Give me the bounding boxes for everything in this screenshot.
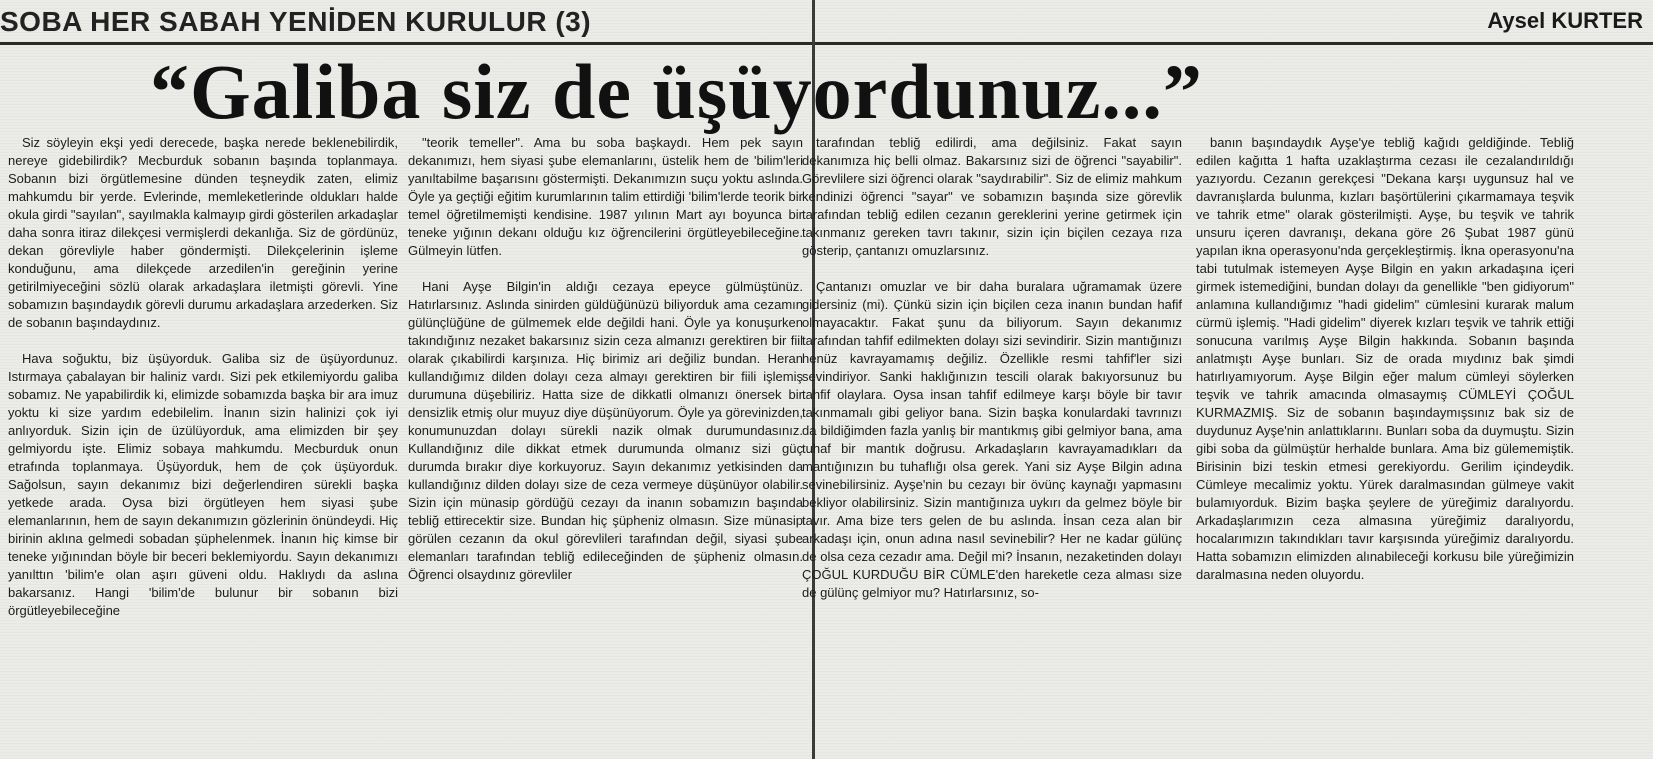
paragraph: "teorik temeller". Ama bu soba başkaydı. Hem pek sayın dekanımızı, hem siyasi şube elemanlarını, üstelik hem de 'bilim'leri yanıltabilme başarısını göstermişti. Dekanımızın suçu yoktu aslında. Öyle ya geçtiği eğitim kurumlarının talim ettirdiği 'bilim'lerde teorik bir temel öğretilmemişti kendisine. 1987 yılının Mart ayı boyunca bir teneke yığının dekanı olduğu kız öğrencilerini örgütleyebileceğine. Gülmeyin lütfen. bbox=[408, 135, 803, 258]
headline: “Galiba siz de üşüyordunuz...” bbox=[150, 48, 1203, 135]
author-byline: Aysel KURTER bbox=[1487, 8, 1643, 33]
paragraph: Çantanızı omuzlar ve bir daha buralara uğramamak üzere gidersiniz (mi). Çünkü sizin için biçilen ceza inanın bundan hafif olmayacaktır. Fakat şunu da biliyorum. Sayın dekanımız tarafından tahfif edilmekten dolayı sizi sevindirir. Sizin mantığınızı henüz kavrayamamış değiliz. Özellikle resmi tahfif'ler sizi sevindiriyor. Sanki haklığınızın tescili olarak bakıyorsunuz bu tahfif olaylara. Oysa insan tahfif edilmeye karşı böyle bir tavır takınmamalı gibi geliyor bana. Sizin başka konulardaki tavrınızı da bildiğimden fazla yanlış bir mantıkmış gibi gelmiyor bana, ama tuhaf bir mantık doğrusu. Arkadaşların kavrayamadıkları da mantığınızın bu tuhaflığı olsa gerek. Yani siz Ayşe Bilgin adına sevinebilirsiniz. Ayşe'nin bu cezayı bir övünç kaynağı yapmasını bekliyor olabilirsiniz. Sizin mantığınıza uykırı da gelmez böyle bir tavır. Ama bize ters gelen de bu aslında. İnsan ceza alan bir arkadaşı için, onun adına nasıl sevinebilir? Her ne kadar gülünç de olsa ceza cezadır ama. Değil mi? İnsanın, nezaketinden dolayı ÇOĞUL KURDUĞU BİR CÜMLE'den hareketle ceza alması size de gülünç gelmiyor mu? Hatırlarsınız, so- bbox=[802, 279, 1182, 600]
article-column-2 bbox=[408, 134, 803, 754]
paragraph: Hava soğuktu, biz üşüyorduk. Galiba siz de üşüyordunuz. Istırmaya çabalayan bir haliniz vardı. Sizi pek etkilemiyordu galiba sobamız. Ne yapabilirdik ki, elimizde sobamızda başka bir ara imuz yoktu ki size yardım edebilelim. İnanın sizin halinizi çok iyi anlıyorduk. Sizin için de üzülüyorduk, ama elimizden bir şey gelmiyordu işte. Elimiz sobaya mahkumdu. Mecburduk onun etrafında toplanmaya. Üşüyorduk, hem de çok üşüyorduk. Sağolsun, sayın dekanımız bizi değerlendiren sürekli başka yetkede arada. Oysa bizi örgütleyen hem siyasi şube elemanlarının, hem de sayın dekanımızın gözlerinin önündeydi. Hiç birinin aklına gelmedi sobadan şüphelenmek. İnanın hiç kimse bir teneke yığınından böyle bir beceri beklemiyordu. Sayın dekanımızı yanılttın 'bilim'e olan aşırı güveni oldu. Haklıydı da aslına bakarsanız. Hangi 'bilim'de bulunur bir sobanın bizi örgütleyebileceğine bbox=[8, 351, 398, 618]
paragraph: Hani Ayşe Bilgin'in aldığı cezaya epeyce gülmüştünüz. Hatırlarsınız. Aslında sinirden güldüğünüzü biliyorduk ama cezamın gülünçlüğüne de gülmemek elde değildi hani. Öyle ya konuşurken takındığınız nezaket bakarsınız sizin ceza almanızı gerektiren bir fiil olarak çıkabilirdi karşınıza. Hiç birimiz ari değiliz bundan. Heran kullandığımız dilden dolayı ceza almayı gerektiren bir fiili işlemiş durumuna düşebiliriz. Hatta size de dikkatli olmanızı önersek bir densizlik etmiş olur muyuz diye düşünüyorum. Öyle ya görevinizden, konumunuzdan dolayı sürekli nazik olmak durumundasınız. Kullandığınız dile dikkat etmek durumunda olmanız sizi güç durumda bırakır diye korkuyoruz. Sayın dekanımız yetkisinden da kullandığınız dilden dolayı size de ceza vermeye düşünüyor olabilir. Sizin için münasip gördüğü cezayı da inanın sobamızın başında tebliğ ettirecektir size. Bundan hiç şüpheniz olmasın. Size münasip görülen cezanın da okul görevlileri tarafından değil, siyasi şube elemanları tarafından tebliğ edileceğinden de şüpheniz olmasın. Öğrenci olsaydınız görevliler bbox=[408, 279, 803, 582]
header-rule bbox=[0, 42, 1653, 45]
article-column-4 bbox=[1196, 134, 1574, 754]
paragraph: Siz söyleyin ekşi yedi derecede, başka nerede beklenebilirdik, nereye gidebilirdik? Mecburduk sobanın başında toplanmaya. Sobanın bizi örgütlemesine dünden teşneydik zaten, elimiz mahkumdu bir yerde. Evlerinde, memleketlerinde oldukları halde okula girdi "sayılan", sayılmakla kalmayıp girdi gösterilen arkadaşlar daha sonra itiraz dilekçesi vermişlerdi dekanlığa. Siz de gördünüz, dekan görevliyle haber göndermişti. Dilekçelerinin işleme konduğunu, ama dilekçede arzedilen'in gereğinin yerine getirilmiyeceğini sözlü olarak arkadaşlara iletmişti görevli. Yine sobamızın başındaydık görevli durumu arkadaşlara arzederken. Siz de sobanın başındaydınız. bbox=[8, 135, 398, 330]
paragraph: tarafından tebliğ edilirdi, ama değilsiniz. Fakat sayın dekanımıza hiç belli olmaz. Bakarsınız sizi de öğrenci "sayabilir". Görevlilere sizi öğrenci olarak "saydırabilir". Siz de elimiz mahkum kendinizi öğrenci "sayar" ve sobamızın başında size görevlik tarafından tebliğ edilen cezanın gereklerini yerine getirmek için takınmanız gereken tavrı takınır, sizin için biçilen cezaya rıza gösterip, çantanızı omuzlarsınız. bbox=[802, 135, 1182, 258]
article-column-1 bbox=[8, 134, 398, 754]
article-column-3 bbox=[802, 134, 1182, 754]
series-title: SOBA HER SABAH YENİDEN KURULUR (3) bbox=[0, 6, 592, 37]
paragraph: banın başındaydık Ayşe'ye tebliğ kağıdı geldiğinde. Tebliğ edilen kağıtta 1 hafta uzaklaştırma cezası ile cezalandırıldığı yazıyordu. Cezanın gerekçesi "Dekana karşı uygunsuz hal ve davranışlarda bulunma, kızları başörtülerini çıkarmamaya teşvik ve tahrik etme" olarak gösterilmişti. Ayşe, bu teşvik ve tahrik unsuru içeren davranışı, dekana göre 26 Şubat 1987 günü yapılan ikna operasyonu'nda gerçekleştirmiş. İkna operasyonu'na tabi tutulmak istemeyen Ayşe Bilgin en yakın arkadaşına içeri girmek istemediğini, bundan dolayı da genellikle "ben gidiyorum" anlamına kullandığımız "hadi gidelim" cümlesini kurarak malum cürmü işlemiş. "Hadi gidelim" diyerek kızları teşvik ve tahrik ettiği sonucuna varılmış Ayşe Bilgin hakkında. Sobanın başında anlatmıştı Ayşe bunları. Siz de orada mıydınız bak şimdi hatırlıyamıyorum. Ayşe Bilgin eğer malum cümleyi söylerken teşvik ve tahrik amacında olmasaymış CÜMLEYİ ÇOĞUL KURMAZMIŞ. Siz de sobanın başındaymışsınız bak siz de duydunuz Ayşe'nin anlattıklarını. Bunları soba da duymuştu. Sizin gibi soba da gülmüştür herhalde bunlara. Ama biz gülememiştik. Birisinin bizi teskin etmesi gerekiyordu. Gerilim içindeydik. Cümleye mecalimiz yoktu. Yürek daralmasından gülmeye vakit bulamıyorduk. Bizim başka şeylere de yüreğimiz daralıyordu. Arkadaşlarımızın ceza almasına yüreğimiz daralıyordu, hocalarımızın takındıkları tavır karşısında yüreğimiz daralıyordu. Hatta sobamızın elimizden alınabileceği korkusu bile yüreğimizin daralmasına neden oluyordu. bbox=[1196, 135, 1574, 582]
